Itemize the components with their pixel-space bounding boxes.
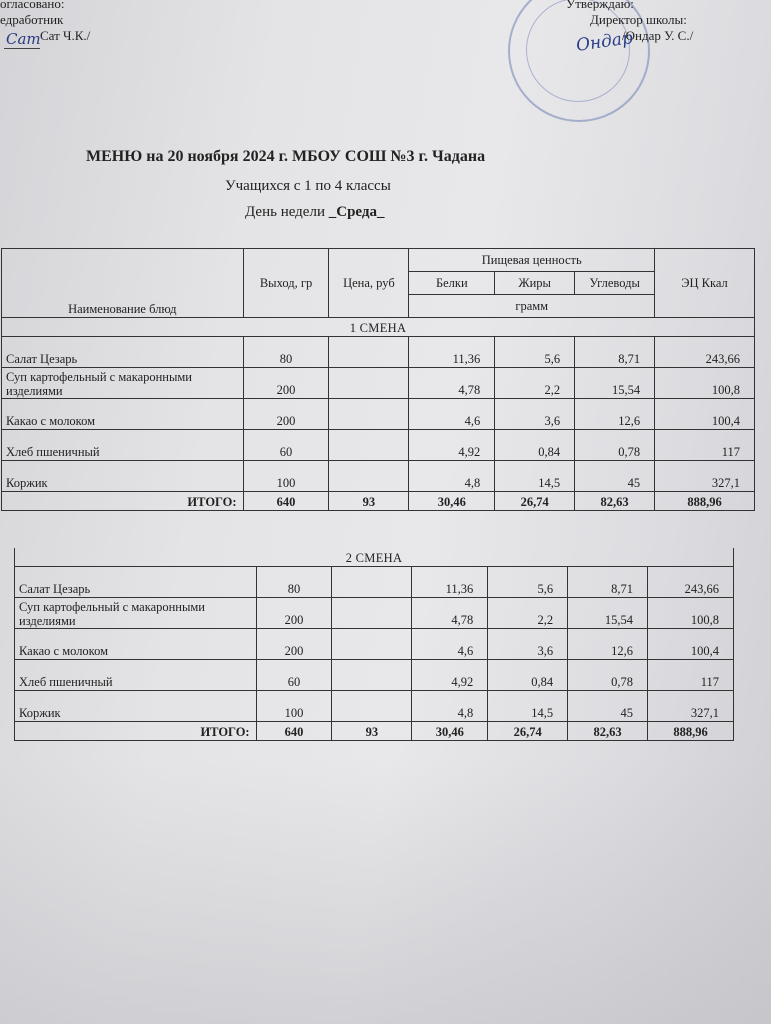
approval-left-line2: едработник (0, 12, 64, 27)
header-energy: ЭЦ Ккал (655, 249, 755, 318)
dish-output: 200 (256, 598, 332, 629)
header-output: Выход, гр (243, 249, 329, 318)
dish-carbs: 45 (568, 691, 648, 722)
dish-fats: 5,6 (495, 337, 575, 368)
dish-fats: 2,2 (495, 368, 575, 399)
table-row (15, 691, 734, 722)
table-row (2, 430, 755, 461)
dish-fats: 14,5 (495, 461, 575, 492)
signature-left-picture: Сат (6, 30, 41, 48)
approval-left-name: Сат Ч.К./ (40, 28, 91, 43)
dish-proteins: 4,78 (412, 598, 488, 629)
menu-title: МЕНЮ на 20 ноября 2024 г. МБОУ СОШ №3 г. Чадана (86, 148, 486, 165)
dish-price (332, 691, 412, 722)
dish-energy: 100,8 (648, 598, 734, 629)
dish-output: 60 (256, 660, 332, 691)
dish-proteins: 4,92 (412, 660, 488, 691)
dish-output: 200 (256, 629, 332, 660)
dish-name: Салат Цезарь (15, 567, 257, 598)
dish-price (329, 368, 409, 399)
signature-line (4, 48, 40, 49)
menu-subtitle: Учащихся с 1 по 4 классы (225, 178, 391, 194)
dish-price (329, 399, 409, 430)
total-fats: 26,74 (488, 722, 568, 741)
total-output: 640 (243, 492, 329, 511)
dish-fats: 0,84 (488, 660, 568, 691)
dish-energy: 243,66 (648, 567, 734, 598)
dish-fats: 3,6 (495, 399, 575, 430)
dish-fats: 2,2 (488, 598, 568, 629)
dish-carbs: 0,78 (575, 430, 655, 461)
dish-energy: 100,4 (648, 629, 734, 660)
dish-output: 100 (256, 691, 332, 722)
dish-carbs: 15,54 (568, 598, 648, 629)
dish-carbs: 45 (575, 461, 655, 492)
dish-name: Коржик (2, 461, 244, 492)
dish-energy: 117 (648, 660, 734, 691)
menu-table-shift-1 (1, 248, 755, 511)
dish-name: Какао с молоком (2, 399, 244, 430)
weekday-value: _Среда_ (328, 204, 385, 220)
shift-label: 1 СМЕНА (2, 318, 755, 337)
table-row (15, 660, 734, 691)
dish-price (332, 629, 412, 660)
menu-table-shift-2 (14, 548, 734, 741)
dish-output: 80 (243, 337, 329, 368)
dish-name: Хлеб пшеничный (2, 430, 244, 461)
dish-name: Суп картофельный с макаронными изделиями (15, 598, 257, 629)
total-energy: 888,96 (648, 722, 734, 741)
dish-price (329, 461, 409, 492)
dish-energy: 327,1 (655, 461, 755, 492)
header-unit: грамм (409, 295, 655, 318)
header-carbs: Углеводы (575, 272, 655, 295)
dish-proteins: 4,8 (412, 691, 488, 722)
dish-fats: 0,84 (495, 430, 575, 461)
dish-output: 60 (243, 430, 329, 461)
dish-fats: 3,6 (488, 629, 568, 660)
dish-energy: 327,1 (648, 691, 734, 722)
signature-right-picture: Ондар (574, 28, 635, 56)
dish-carbs: 12,6 (568, 629, 648, 660)
dish-output: 100 (243, 461, 329, 492)
shift-label: 2 СМЕНА (15, 548, 734, 567)
dish-price (329, 430, 409, 461)
dish-carbs: 8,71 (568, 567, 648, 598)
dish-energy: 100,8 (655, 368, 755, 399)
total-proteins: 30,46 (412, 722, 488, 741)
table-row (2, 337, 755, 368)
dish-proteins: 11,36 (409, 337, 495, 368)
dish-price (332, 660, 412, 691)
dish-name: Хлеб пшеничный (15, 660, 257, 691)
dish-energy: 243,66 (655, 337, 755, 368)
approval-right-name: /Ондар У. С./ (622, 28, 694, 43)
table-row (15, 598, 734, 629)
total-output: 640 (256, 722, 332, 741)
dish-price (332, 598, 412, 629)
total-price: 93 (329, 492, 409, 511)
header-dish-name: Наименование блюд (2, 249, 244, 318)
table-row (2, 461, 755, 492)
dish-proteins: 4,78 (409, 368, 495, 399)
dish-name: Какао с молоком (15, 629, 257, 660)
dish-proteins: 4,92 (409, 430, 495, 461)
table-row (2, 368, 755, 399)
total-energy: 888,96 (655, 492, 755, 511)
total-proteins: 30,46 (409, 492, 495, 511)
shadow-area (0, 760, 771, 1024)
dish-output: 80 (256, 567, 332, 598)
approval-right-line2: Директор школы: (590, 12, 687, 27)
dish-name: Коржик (15, 691, 257, 722)
header-price: Цена, руб (329, 249, 409, 318)
dish-name: Суп картофельный с макаронными изделиями (2, 368, 244, 399)
dish-fats: 5,6 (488, 567, 568, 598)
dish-proteins: 4,8 (409, 461, 495, 492)
total-carbs: 82,63 (575, 492, 655, 511)
total-label: ИТОГО: (2, 492, 244, 511)
table-row (2, 399, 755, 430)
header-nutrition: Пищевая ценность (409, 249, 655, 272)
dish-fats: 14,5 (488, 691, 568, 722)
dish-output: 200 (243, 368, 329, 399)
table-row (15, 567, 734, 598)
total-carbs: 82,63 (568, 722, 648, 741)
total-row (15, 722, 734, 741)
dish-proteins: 4,6 (409, 399, 495, 430)
weekday-line (245, 204, 384, 221)
approval-right (566, 0, 693, 44)
dish-proteins: 11,36 (412, 567, 488, 598)
total-fats: 26,74 (495, 492, 575, 511)
dish-energy: 100,4 (655, 399, 755, 430)
dish-output: 200 (243, 399, 329, 430)
header-proteins: Белки (409, 272, 495, 295)
header-fats: Жиры (495, 272, 575, 295)
dish-price (332, 567, 412, 598)
dish-energy: 117 (655, 430, 755, 461)
dish-name: Салат Цезарь (2, 337, 244, 368)
approval-left-line1: огласовано: (0, 0, 65, 11)
table-row (15, 629, 734, 660)
dish-price (329, 337, 409, 368)
weekday-label: День недели (245, 204, 325, 220)
dish-carbs: 8,71 (575, 337, 655, 368)
total-label: ИТОГО: (15, 722, 257, 741)
dish-carbs: 12,6 (575, 399, 655, 430)
dish-carbs: 15,54 (575, 368, 655, 399)
total-price: 93 (332, 722, 412, 741)
dish-carbs: 0,78 (568, 660, 648, 691)
approval-right-line1: Утверждаю: (566, 0, 634, 11)
dish-proteins: 4,6 (412, 629, 488, 660)
total-row (2, 492, 755, 511)
